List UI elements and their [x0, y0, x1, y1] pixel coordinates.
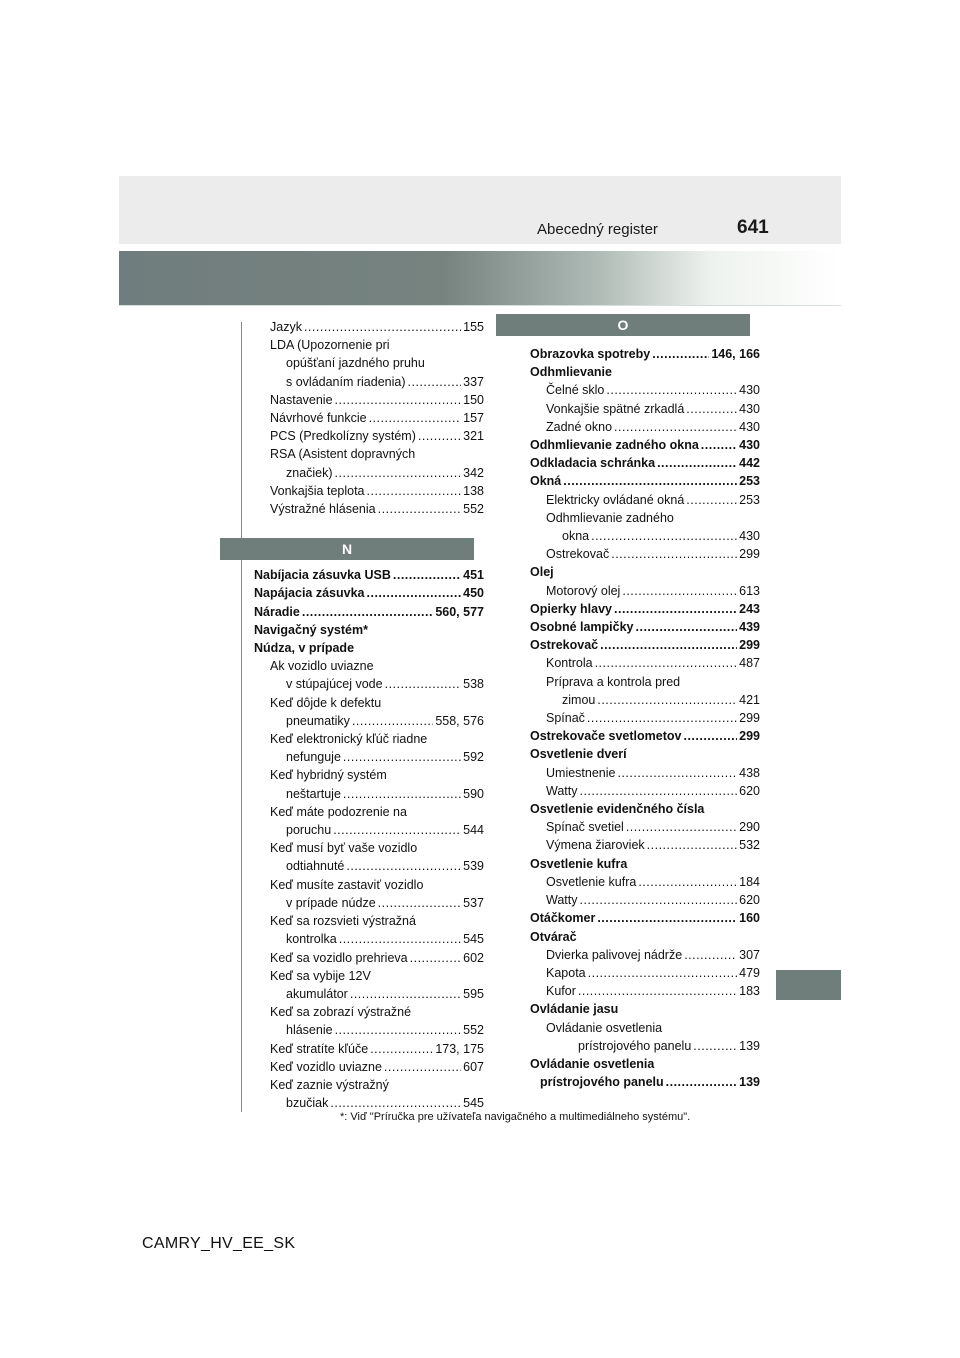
index-entry-page: 552 [463, 502, 484, 517]
index-entry [254, 985, 484, 1003]
index-entry [254, 336, 484, 354]
index-entry-page: 620 [739, 783, 760, 798]
index-entry [530, 800, 760, 818]
index-entry-page: 487 [739, 656, 760, 671]
dot-leader [614, 418, 737, 436]
dot-leader [600, 636, 737, 654]
index-entry-term: Kontrola [546, 656, 593, 671]
index-entry [254, 694, 484, 712]
index-entry-term: Keď sa vozidlo prehrieva [270, 950, 408, 965]
index-entry-page: 307 [739, 947, 760, 962]
dot-leader [350, 985, 461, 1003]
index-entry [254, 603, 484, 621]
dot-leader [614, 600, 737, 618]
index-entry-term: Motorový olej [546, 583, 621, 598]
index-entry [254, 566, 484, 584]
index-entry [530, 600, 760, 618]
index-entry-page: 157 [463, 411, 484, 426]
index-entry [530, 982, 760, 1000]
index-entry-page: 342 [463, 465, 484, 480]
dot-leader [352, 712, 433, 730]
index-entry-page: 451 [463, 568, 484, 583]
index-entry [530, 691, 760, 709]
dot-leader [578, 982, 737, 1000]
index-entry-term: Kapota [546, 965, 586, 980]
index-entry-page: 183 [739, 984, 760, 999]
index-entry [254, 1076, 484, 1094]
index-entry [530, 618, 760, 636]
index-entry [530, 891, 760, 909]
index-entry [530, 418, 760, 436]
index-entry-page: 430 [739, 401, 760, 416]
dot-leader [393, 566, 461, 584]
index-entry-term: Ak vozidlo uviazne [270, 659, 374, 674]
dot-leader [339, 930, 461, 948]
index-entry [530, 1055, 760, 1073]
index-entry-term: Watty [546, 783, 578, 798]
dot-leader [597, 691, 737, 709]
index-entry [530, 964, 760, 982]
index-entry-page: 430 [739, 419, 760, 434]
index-entry [254, 500, 484, 518]
index-entry-term: Vonkajšie spätné zrkadlá [546, 401, 685, 416]
dot-leader [378, 894, 461, 912]
index-entry [530, 654, 760, 672]
dot-leader [638, 873, 737, 891]
dot-leader [335, 1021, 462, 1039]
index-entry-page: 421 [739, 692, 760, 707]
index-entry-term: Nabíjacia zásuvka USB [254, 568, 391, 583]
index-entry-term: opúšťaní jazdného pruhu [286, 356, 425, 371]
index-entry-term: Umiestnenie [546, 765, 616, 780]
index-entry-term: Spínač [546, 711, 585, 726]
index-entry-term: RSA (Asistent dopravných [270, 447, 416, 462]
index-entry [530, 636, 760, 654]
index-entry-term: Ovládanie osvetlenia [546, 1020, 663, 1035]
section-n-entries [254, 566, 484, 1112]
dot-leader [418, 427, 461, 445]
dot-leader [367, 482, 462, 500]
index-entry [254, 318, 484, 336]
index-entry-page: 545 [463, 932, 484, 947]
index-entry-page: 337 [463, 374, 484, 389]
index-entry [254, 803, 484, 821]
index-entry-term: Náradie [254, 604, 300, 619]
index-entry [254, 876, 484, 894]
index-entry-term: akumulátor [286, 986, 348, 1001]
section-o-entries [530, 345, 760, 1091]
index-entry [530, 928, 760, 946]
index-entry [254, 464, 484, 482]
index-entry [254, 675, 484, 693]
index-entry [530, 764, 760, 782]
index-entry-term: Dvierka palivovej nádrže [546, 947, 683, 962]
index-entry-page: 430 [739, 438, 760, 453]
index-entry-term: prístrojového panelu [578, 1038, 692, 1053]
dot-leader [346, 857, 461, 875]
index-entry-term: Ostrekovače svetlometov [530, 729, 682, 744]
index-entry-term: neštartuje [286, 786, 341, 801]
index-entry-term: Otáčkomer [530, 911, 596, 926]
dot-leader [369, 409, 462, 427]
index-entry [254, 930, 484, 948]
index-entry-term: Ovládanie jasu [530, 1002, 619, 1017]
index-entry-page: 613 [739, 583, 760, 598]
header-gradient-band [119, 251, 841, 305]
index-entry [530, 545, 760, 563]
index-entry-term: Keď zaznie výstražný [270, 1077, 389, 1092]
index-entry [530, 1073, 760, 1091]
footnote: *: Viď "Príručka pre užívateľa navigačného a multimediálneho systému". [340, 1111, 691, 1123]
index-entry-page: 430 [739, 383, 760, 398]
index-entry-page: 139 [739, 1075, 760, 1090]
index-entry-page: 539 [463, 859, 484, 874]
index-entry-term: Jazyk [270, 320, 302, 334]
index-entry-page: 545 [463, 1096, 484, 1111]
index-entry [530, 527, 760, 545]
index-entry-term: Zadné okno [546, 419, 613, 434]
index-entry-page: 173, 175 [435, 1041, 484, 1056]
index-entry [254, 1003, 484, 1021]
dot-leader [636, 618, 738, 636]
index-entry [530, 855, 760, 873]
index-entry [254, 821, 484, 839]
index-entry [530, 436, 760, 454]
dot-leader [587, 709, 737, 727]
index-entry-page: 620 [739, 893, 760, 908]
index-entry-term: Okná [530, 474, 562, 489]
dot-leader [686, 400, 737, 418]
index-entry-term: bzučiak [286, 1096, 329, 1111]
index-entry-term: Príprava a kontrola pred [546, 674, 681, 689]
index-entry [530, 873, 760, 891]
index-entry-page: 532 [739, 838, 760, 853]
index-entry [530, 836, 760, 854]
index-entry-term: Osvetlenie evidenčného čísla [530, 802, 705, 817]
index-entry [254, 482, 484, 500]
index-entry-term: poruchu [286, 823, 332, 838]
index-entry-term: Keď hybridný systém [270, 768, 387, 783]
index-entry-term: Olej [530, 565, 554, 580]
index-entry [530, 400, 760, 418]
index-entry [254, 427, 484, 445]
dot-leader [563, 472, 737, 490]
index-entry-page: 243 [739, 601, 760, 616]
index-entry-term: v prípade núdze [286, 895, 376, 910]
index-entry-page: 138 [463, 483, 484, 498]
dot-leader [335, 464, 462, 482]
index-entry-term: Kufor [546, 984, 576, 999]
index-entry-term: Watty [546, 893, 578, 908]
dot-leader [626, 818, 737, 836]
section-header-n: N [220, 538, 474, 560]
index-entry-page: 290 [739, 820, 760, 835]
index-entry-term: nefunguje [286, 750, 341, 765]
index-entry [530, 454, 760, 472]
index-entry-term: Odhmlievanie [530, 365, 612, 380]
index-entry [254, 967, 484, 985]
page-title: Abecedný register [537, 221, 658, 238]
index-entry [254, 639, 484, 657]
index-entry-term: Osvetlenie kufra [546, 874, 637, 889]
index-entry-page: 184 [739, 874, 760, 889]
index-entry [530, 509, 760, 527]
index-entry-term: Vonkajšia teplota [270, 483, 365, 498]
index-entry-page: 595 [463, 986, 484, 1001]
index-entry-term: s ovládaním riadenia) [286, 374, 406, 389]
left-column [254, 318, 484, 1112]
index-entry-term: Otvárač [530, 929, 577, 944]
index-entry-page: 558, 576 [435, 713, 484, 728]
index-entry-term: Odhmlievanie zadného [546, 510, 674, 525]
index-entry [254, 1040, 484, 1058]
index-entry-term: Keď musíte zastaviť vozidlo [270, 877, 424, 892]
index-entry-term: Spínač svetiel [546, 820, 624, 835]
index-entry-term: okna [562, 529, 590, 544]
index-entry-term: Odhmlievanie zadného okna [530, 438, 699, 453]
dot-leader [683, 727, 737, 745]
header-box [119, 176, 841, 244]
index-entry-term: Keď elektronický kľúč riadne [270, 732, 428, 747]
dot-leader [579, 782, 737, 800]
index-entry [254, 766, 484, 784]
dot-leader [701, 436, 737, 454]
index-entry [530, 709, 760, 727]
index-entry-term: Čelné sklo [546, 383, 605, 398]
index-entry-term: Osvetlenie kufra [530, 856, 628, 871]
index-entry [254, 857, 484, 875]
index-entry-term: Nastavenie [270, 392, 333, 407]
index-entry-page: 299 [739, 547, 760, 562]
index-entry-term: Ostrekovač [546, 547, 610, 562]
index-entry [530, 491, 760, 509]
index-entry-term: Keď dôjde k defektu [270, 695, 382, 710]
index-entry-term: Navigačný systém* [254, 622, 368, 637]
dot-leader [686, 491, 737, 509]
index-entry [530, 818, 760, 836]
dot-leader [591, 527, 737, 545]
index-entry-page: 299 [739, 729, 760, 744]
dot-leader [410, 949, 462, 967]
index-entry [530, 673, 760, 691]
header-divider [119, 305, 841, 306]
index-entry-term: PCS (Predkolízny systém) [270, 429, 416, 444]
dot-leader [595, 654, 738, 672]
index-entry-page: 544 [463, 823, 484, 838]
index-entry [530, 782, 760, 800]
index-entry-term: kontrolka [286, 932, 337, 947]
index-entry-term: Obrazovka spotreby [530, 347, 651, 361]
dot-leader [684, 946, 737, 964]
dot-leader [666, 1073, 738, 1091]
index-entry-term: hlásenie [286, 1023, 333, 1038]
index-entry [254, 949, 484, 967]
index-entry-term: zimou [562, 692, 596, 707]
column-rule [241, 322, 242, 1112]
index-entry-page: 538 [463, 677, 484, 692]
index-entry [254, 785, 484, 803]
index-entry [530, 363, 760, 381]
dot-leader [588, 964, 738, 982]
dot-leader [657, 454, 737, 472]
index-entry-term: Výmena žiaroviek [546, 838, 645, 853]
index-entry-page: 150 [463, 392, 484, 407]
dot-leader [606, 381, 737, 399]
dot-leader [330, 1094, 461, 1112]
index-entry-term: Výstražné hlásenia [270, 502, 376, 517]
index-entry [530, 1019, 760, 1037]
dot-leader [343, 785, 461, 803]
index-entry-term: Napájacia zásuvka [254, 586, 365, 601]
dot-leader [370, 1040, 433, 1058]
index-entry-term: Ovládanie osvetlenia [530, 1056, 655, 1071]
index-entry-term: pneumatiky [286, 713, 350, 728]
index-entry [530, 582, 760, 600]
dot-leader [343, 748, 461, 766]
index-entry-page: 155 [463, 320, 484, 334]
index-entry-term: Núdza, v prípade [254, 641, 355, 656]
index-entry [254, 730, 484, 748]
index-entry [254, 712, 484, 730]
index-entry [530, 381, 760, 399]
index-entry [530, 946, 760, 964]
index-entry-page: 442 [739, 456, 760, 471]
dot-leader [304, 318, 461, 336]
dot-leader [367, 584, 462, 602]
left-top-entries [254, 318, 484, 518]
dot-leader [647, 836, 737, 854]
index-entry-term: Keď sa rozsvieti výstražná [270, 914, 416, 929]
dot-leader [378, 500, 462, 518]
index-entry [254, 584, 484, 602]
index-entry-term: v stúpajúcej vode [286, 677, 383, 692]
index-entry-page: 439 [739, 620, 760, 635]
index-entry [530, 1000, 760, 1018]
index-entry-page: 590 [463, 786, 484, 801]
dot-leader [333, 821, 461, 839]
index-entry [530, 345, 760, 363]
index-entry-term: Keď vozidlo uviazne [270, 1059, 382, 1074]
index-entry [530, 909, 760, 927]
index-entry-term: Osobné lampičky [530, 620, 634, 635]
index-entry-page: 160 [739, 911, 760, 926]
index-entry-term: Opierky hlavy [530, 601, 612, 616]
dot-leader [622, 582, 737, 600]
index-entry-term: Osvetlenie dverí [530, 747, 627, 762]
index-entry-page: 299 [739, 711, 760, 726]
index-entry-page: 253 [739, 474, 760, 489]
index-entry-page: 450 [463, 586, 484, 601]
index-entry-page: 602 [463, 950, 484, 965]
index-entry-term: prístrojového panelu [540, 1075, 664, 1090]
index-entry [530, 563, 760, 581]
index-entry [530, 472, 760, 490]
index-entry-page: 438 [739, 765, 760, 780]
index-entry-term: Odkladacia schránka [530, 456, 656, 471]
index-entry [254, 391, 484, 409]
index-entry-term: Návrhové funkcie [270, 411, 367, 426]
index-entry-page: 607 [463, 1059, 484, 1074]
index-entry [254, 912, 484, 930]
index-entry-page: 253 [739, 492, 760, 507]
index-entry-page: 560, 577 [435, 604, 484, 619]
dot-leader [384, 1058, 461, 1076]
dot-leader [693, 1037, 737, 1055]
index-thumb-tab [776, 970, 841, 1000]
dot-leader [579, 891, 737, 909]
index-entry [254, 409, 484, 427]
index-entry-page: 430 [739, 529, 760, 544]
index-entry [254, 1058, 484, 1076]
index-entry-term: značiek) [286, 465, 333, 480]
index-entry-term: Keď máte podozrenie na [270, 804, 407, 819]
right-column [530, 314, 760, 1091]
dot-leader [408, 373, 462, 391]
index-entry-term: Ostrekovač [530, 638, 599, 653]
section-header-o: O [496, 314, 750, 336]
index-entry-page: 479 [739, 965, 760, 980]
index-entry-term: odtiahnuté [286, 859, 345, 874]
dot-leader [597, 909, 737, 927]
index-entry-page: 592 [463, 750, 484, 765]
dot-leader [302, 603, 433, 621]
index-entry-term: Keď stratíte kľúče [270, 1041, 369, 1056]
index-entry-page: 299 [739, 638, 760, 653]
index-entry [254, 445, 484, 463]
index-entry-page: 321 [463, 429, 484, 444]
index-entry-page: 537 [463, 895, 484, 910]
index-entry [254, 748, 484, 766]
index-entry-page: 146, 166 [711, 347, 760, 361]
index-entry [254, 373, 484, 391]
index-entry-term: Keď sa vybije 12V [270, 968, 371, 983]
index-entry [254, 1094, 484, 1112]
index-entry [530, 727, 760, 745]
index-entry-page: 552 [463, 1023, 484, 1038]
dot-leader [611, 545, 737, 563]
index-entry [530, 1037, 760, 1055]
dot-leader [335, 391, 462, 409]
index-entry [254, 839, 484, 857]
page-number: 641 [737, 217, 769, 238]
index-entry-term: Keď musí byť vaše vozidlo [270, 841, 418, 856]
index-entry-page: 139 [739, 1038, 760, 1053]
dot-leader [617, 764, 737, 782]
index-entry [254, 621, 484, 639]
index-entry [254, 1021, 484, 1039]
dot-leader [385, 675, 462, 693]
index-entry [254, 354, 484, 372]
index-entry [254, 894, 484, 912]
index-entry-term: LDA (Upozornenie pri [270, 338, 390, 353]
dot-leader [652, 345, 709, 363]
footer-code: CAMRY_HV_EE_SK [142, 1235, 296, 1252]
section-gap [254, 518, 484, 538]
index-entry [254, 657, 484, 675]
index-entry [530, 745, 760, 763]
index-entry-term: Elektricky ovládané okná [546, 492, 685, 507]
index-entry-term: Keď sa zobrazí výstražné [270, 1005, 412, 1020]
